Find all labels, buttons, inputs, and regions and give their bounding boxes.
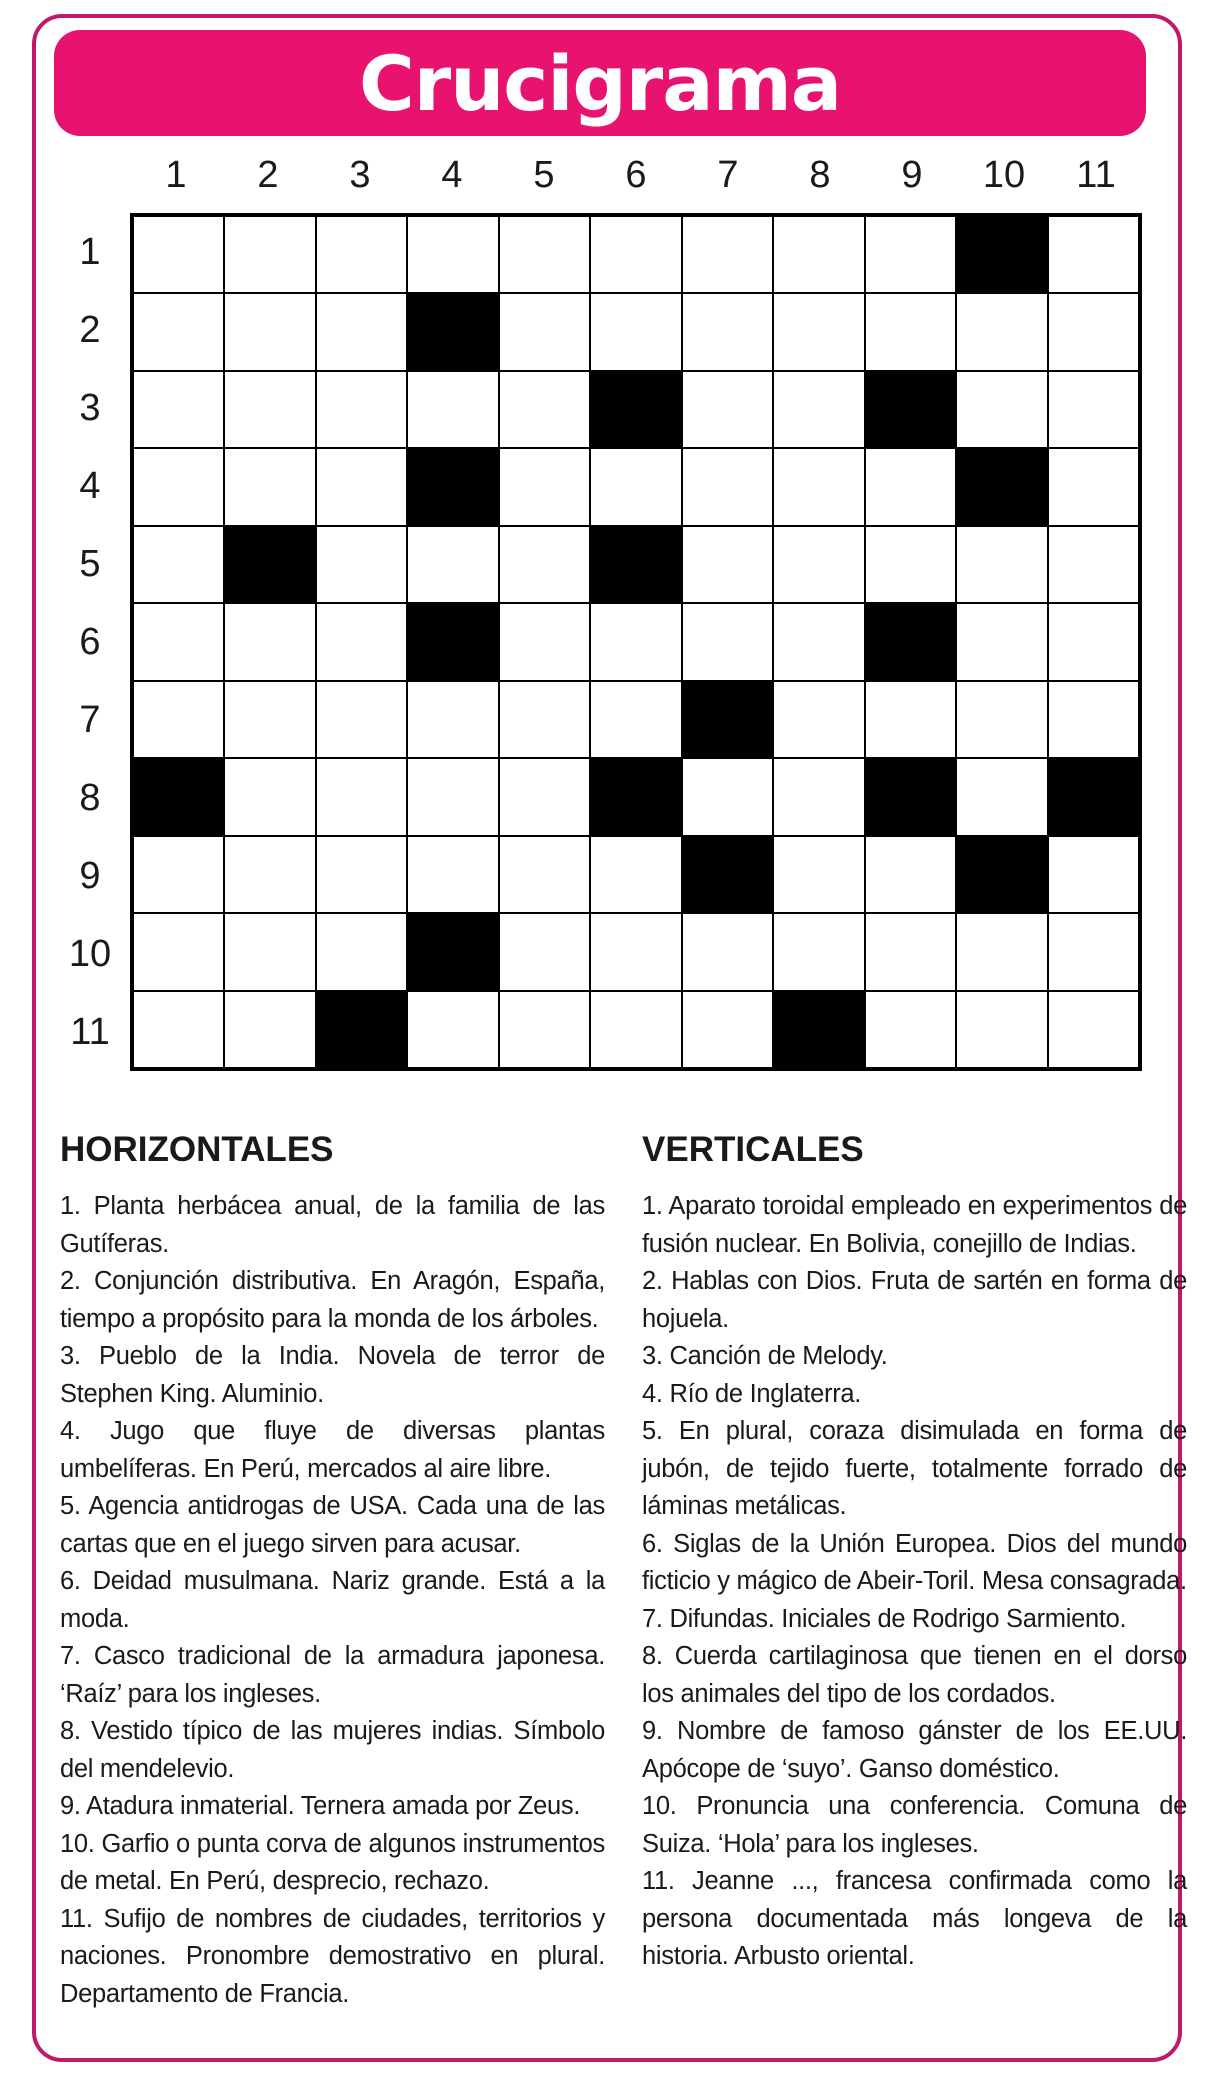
verticales-clue: 2. Hablas con Dios. Fruta de sartén en forma de hojuela. xyxy=(642,1267,1187,1333)
grid-cell[interactable] xyxy=(1048,991,1139,1068)
grid-cell[interactable] xyxy=(224,603,315,680)
grid-cell[interactable] xyxy=(682,371,773,448)
black-square xyxy=(407,913,498,990)
horizontales-clue: 8. Vestido típico de las mujeres indias. Símbolo del mendelevio. xyxy=(60,1717,605,1783)
grid-cell[interactable] xyxy=(865,913,956,990)
crossword-grid xyxy=(130,213,1142,1071)
grid-cell[interactable] xyxy=(865,991,956,1068)
grid-cell[interactable] xyxy=(773,371,864,448)
grid-cell[interactable] xyxy=(956,913,1047,990)
column-number: 8 xyxy=(809,154,831,196)
grid-cell[interactable] xyxy=(590,836,681,913)
black-square xyxy=(956,216,1047,293)
grid-cell[interactable] xyxy=(590,681,681,758)
verticales-clue: 9. Nombre de famoso gánster de los EE.UU. Apócope de ‘suyo’. Ganso doméstico. xyxy=(642,1717,1187,1783)
grid-cell[interactable] xyxy=(682,216,773,293)
grid-cell[interactable] xyxy=(499,293,590,370)
verticales-clue: 1. Aparato toroidal empleado en experimentos de fusión nuclear. En Bolivia, conejillo de Indias. xyxy=(642,1192,1187,1258)
grid-cell[interactable] xyxy=(1048,448,1139,525)
grid-cell[interactable] xyxy=(316,526,407,603)
grid-cell[interactable] xyxy=(1048,603,1139,680)
grid-cell[interactable] xyxy=(499,371,590,448)
grid-cell[interactable] xyxy=(316,913,407,990)
column-number: 5 xyxy=(533,154,555,196)
horizontales-heading: HORIZONTALES xyxy=(60,1130,334,1169)
grid-cell[interactable] xyxy=(407,371,498,448)
grid-cell[interactable] xyxy=(590,216,681,293)
grid-cell[interactable] xyxy=(224,293,315,370)
grid-cell[interactable] xyxy=(407,681,498,758)
grid-cell[interactable] xyxy=(773,293,864,370)
horizontales-clue-list xyxy=(60,1188,605,2013)
grid-cell[interactable] xyxy=(956,293,1047,370)
grid-cell[interactable] xyxy=(224,991,315,1068)
grid-cell[interactable] xyxy=(1048,293,1139,370)
black-square xyxy=(865,371,956,448)
horizontales-clue: 5. Agencia antidrogas de USA. Cada una de las cartas que en el juego sirven para acusar. xyxy=(60,1492,605,1558)
verticales-heading: VERTICALES xyxy=(642,1130,864,1169)
grid-cell[interactable] xyxy=(499,681,590,758)
black-square xyxy=(590,371,681,448)
horizontales-clue: 4. Jugo que fluye de diversas plantas umbelíferas. En Perú, mercados al aire libre. xyxy=(60,1417,605,1483)
grid-cell[interactable] xyxy=(316,603,407,680)
grid-cell[interactable] xyxy=(133,293,224,370)
grid-cell[interactable] xyxy=(1048,526,1139,603)
black-square xyxy=(590,758,681,835)
grid-cell[interactable] xyxy=(133,448,224,525)
row-number: 3 xyxy=(79,387,101,429)
grid-cell[interactable] xyxy=(316,371,407,448)
grid-cell[interactable] xyxy=(682,448,773,525)
black-square xyxy=(865,758,956,835)
grid-cell[interactable] xyxy=(499,448,590,525)
grid-cell[interactable] xyxy=(773,603,864,680)
grid-cell[interactable] xyxy=(865,293,956,370)
black-square xyxy=(956,836,1047,913)
horizontales-clue: 11. Sufijo de nombres de ciudades, territorios y naciones. Pronombre demostrativo en plural. Departamento de Francia. xyxy=(60,1904,605,2008)
grid-cell[interactable] xyxy=(316,758,407,835)
row-number: 6 xyxy=(79,621,101,663)
grid-cell[interactable] xyxy=(956,991,1047,1068)
grid-cell[interactable] xyxy=(133,991,224,1068)
verticales-clue: 8. Cuerda cartilaginosa que tienen en el dorso los animales del tipo de los cordados. xyxy=(642,1642,1187,1708)
grid-cell[interactable] xyxy=(865,681,956,758)
row-number: 2 xyxy=(79,309,101,351)
column-number: 1 xyxy=(165,154,187,196)
black-square xyxy=(682,836,773,913)
black-square xyxy=(956,448,1047,525)
row-number: 4 xyxy=(79,465,101,507)
grid-cell[interactable] xyxy=(133,526,224,603)
verticales-section xyxy=(642,1130,1187,1976)
grid-cell[interactable] xyxy=(865,216,956,293)
horizontales-clue: 3. Pueblo de la India. Novela de terror de Stephen King. Aluminio. xyxy=(60,1342,605,1408)
grid-cell[interactable] xyxy=(407,991,498,1068)
grid-cell[interactable] xyxy=(1048,836,1139,913)
grid-cell[interactable] xyxy=(1048,681,1139,758)
row-number: 11 xyxy=(70,1011,110,1053)
grid-cell[interactable] xyxy=(682,603,773,680)
grid-cell[interactable] xyxy=(682,991,773,1068)
grid-cell[interactable] xyxy=(316,448,407,525)
grid-cell[interactable] xyxy=(224,758,315,835)
grid-cell[interactable] xyxy=(1048,913,1139,990)
black-square xyxy=(407,603,498,680)
column-number: 11 xyxy=(1076,154,1116,196)
black-square xyxy=(773,991,864,1068)
horizontales-clue: 6. Deidad musulmana. Nariz grande. Está a la moda. xyxy=(60,1567,605,1633)
grid-cell[interactable] xyxy=(773,913,864,990)
column-number: 6 xyxy=(625,154,647,196)
black-square xyxy=(682,681,773,758)
grid-cell[interactable] xyxy=(590,603,681,680)
grid-cell[interactable] xyxy=(499,216,590,293)
black-square xyxy=(224,526,315,603)
row-number: 7 xyxy=(79,699,101,741)
horizontales-clue: 2. Conjunción distributiva. En Aragón, España, tiempo a propósito para la monda de los árboles. xyxy=(60,1267,605,1333)
grid-cell[interactable] xyxy=(224,448,315,525)
grid-cell[interactable] xyxy=(956,371,1047,448)
row-number: 5 xyxy=(79,543,101,585)
black-square xyxy=(865,603,956,680)
grid-cell[interactable] xyxy=(773,216,864,293)
verticales-clue: 5. En plural, coraza disimulada en forma de jubón, de tejido fuerte, totalmente forrado de láminas metálicas. xyxy=(642,1417,1187,1520)
grid-cell[interactable] xyxy=(407,526,498,603)
grid-cell[interactable] xyxy=(133,913,224,990)
grid-cell[interactable] xyxy=(224,216,315,293)
grid-cell[interactable] xyxy=(956,758,1047,835)
horizontales-section xyxy=(60,1130,605,2013)
grid-cell[interactable] xyxy=(773,448,864,525)
grid-cell[interactable] xyxy=(499,913,590,990)
grid-cell[interactable] xyxy=(407,216,498,293)
title-banner xyxy=(54,30,1146,136)
verticales-clue: 3. Canción de Melody. xyxy=(642,1342,888,1370)
verticales-clue: 10. Pronuncia una conferencia. Comuna de Suiza. ‘Hola’ para los ingleses. xyxy=(642,1792,1187,1858)
verticales-clue: 4. Río de Inglaterra. xyxy=(642,1379,862,1408)
grid-cell[interactable] xyxy=(499,603,590,680)
verticales-clue: 11. Jeanne ..., francesa confirmada como la persona documentada más longeva de la historia. Arbusto oriental. xyxy=(642,1867,1187,1970)
column-number: 7 xyxy=(717,154,739,196)
row-number: 10 xyxy=(68,933,112,975)
grid-cell[interactable] xyxy=(499,991,590,1068)
grid-cell[interactable] xyxy=(133,681,224,758)
grid-cell[interactable] xyxy=(133,371,224,448)
grid-cell[interactable] xyxy=(1048,216,1139,293)
grid-cell[interactable] xyxy=(224,836,315,913)
column-number: 3 xyxy=(349,154,371,196)
grid-cell[interactable] xyxy=(407,836,498,913)
column-number: 4 xyxy=(441,154,463,196)
row-number: 9 xyxy=(79,855,101,897)
grid-cell[interactable] xyxy=(773,681,864,758)
grid-cell[interactable] xyxy=(316,293,407,370)
grid-cell[interactable] xyxy=(682,758,773,835)
black-square xyxy=(407,293,498,370)
grid-cell[interactable] xyxy=(590,448,681,525)
horizontales-clue: 10. Garfio o punta corva de algunos instrumentos de metal. En Perú, desprecio, rechazo. xyxy=(60,1829,605,1895)
grid-cell[interactable] xyxy=(682,293,773,370)
grid-cell[interactable] xyxy=(956,603,1047,680)
black-square xyxy=(1048,758,1139,835)
grid-cell[interactable] xyxy=(1048,371,1139,448)
black-square xyxy=(590,526,681,603)
grid-cell[interactable] xyxy=(956,526,1047,603)
black-square xyxy=(316,991,407,1068)
row-number: 1 xyxy=(79,231,101,273)
grid-cell[interactable] xyxy=(133,836,224,913)
verticales-clue: 7. Difundas. Iniciales de Rodrigo Sarmiento. xyxy=(642,1604,1127,1633)
page-title: Crucigrama xyxy=(358,38,842,128)
grid-cell[interactable] xyxy=(499,836,590,913)
grid-cell[interactable] xyxy=(682,913,773,990)
grid-cell[interactable] xyxy=(590,991,681,1068)
grid-cell[interactable] xyxy=(682,526,773,603)
horizontales-clue: 1. Planta herbácea anual, de la familia de las Gutíferas. xyxy=(60,1192,605,1258)
grid-cell[interactable] xyxy=(499,526,590,603)
verticales-clue: 6. Siglas de la Unión Europea. Dios del mundo ficticio y mágico de Abeir-Toril. Mesa consagrada. xyxy=(642,1529,1187,1595)
grid-cell[interactable] xyxy=(865,526,956,603)
row-number: 8 xyxy=(79,777,101,819)
column-number: 9 xyxy=(901,154,923,196)
grid-cell[interactable] xyxy=(316,216,407,293)
grid-cell[interactable] xyxy=(224,371,315,448)
black-square xyxy=(407,448,498,525)
verticales-clue-list xyxy=(642,1188,1187,1976)
column-number: 10 xyxy=(982,154,1026,196)
grid-cell[interactable] xyxy=(865,448,956,525)
grid-cell[interactable] xyxy=(773,836,864,913)
horizontales-clue: 7. Casco tradicional de la armadura japonesa. ‘Raíz’ para los ingleses. xyxy=(60,1642,605,1708)
grid-cell[interactable] xyxy=(865,836,956,913)
column-number: 2 xyxy=(257,154,279,196)
grid-cell[interactable] xyxy=(316,681,407,758)
grid-cell[interactable] xyxy=(316,836,407,913)
grid-cell[interactable] xyxy=(499,758,590,835)
grid-cell[interactable] xyxy=(773,758,864,835)
black-square xyxy=(133,758,224,835)
grid-cell[interactable] xyxy=(407,758,498,835)
grid-cell[interactable] xyxy=(590,293,681,370)
grid-cell[interactable] xyxy=(133,603,224,680)
grid-cell[interactable] xyxy=(956,681,1047,758)
grid-cell[interactable] xyxy=(590,913,681,990)
grid-cell[interactable] xyxy=(224,913,315,990)
grid-cell[interactable] xyxy=(773,526,864,603)
grid-cell[interactable] xyxy=(133,216,224,293)
horizontales-clue: 9. Atadura inmaterial. Ternera amada por Zeus. xyxy=(60,1792,581,1820)
grid-cell[interactable] xyxy=(224,681,315,758)
